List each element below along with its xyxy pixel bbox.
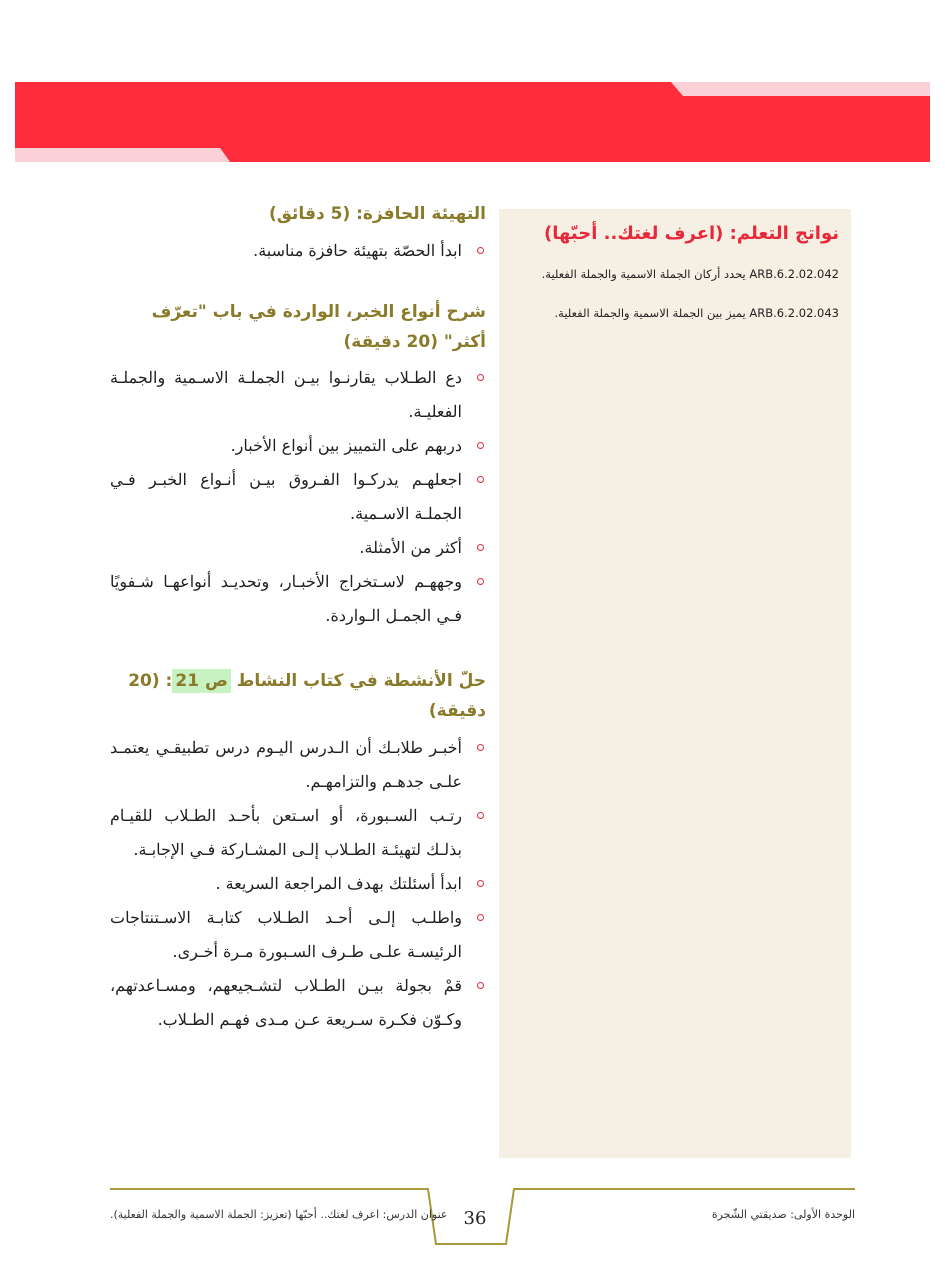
bullet-circle-icon [477,476,484,483]
learning-outcomes-panel [499,209,851,1158]
list-item: ابدأ أسئلتك بهدف المراجعة السريعة . [110,867,486,901]
activities-title-suffix: : (20 دقيقة) [128,671,486,721]
header-banner-shape [15,82,930,162]
outcome-code: ARB.6.2.02.043 [749,306,839,321]
header-banner [15,82,930,162]
outcome-code: ARB.6.2.02.042 [749,267,839,281]
bullet-circle-icon [477,544,484,551]
outcome-text: يحدد أركان الجملة الاسمية والجملة الفعلية. [541,267,746,281]
learning-outcome-item [521,305,839,322]
list-item: رتـب السـبورة، أو اسـتعن بأحـد الطـلاب للقيـام بذلـك لتهيئـة الطـلاب إلـى المشـاركة فـي الإجابـة. [110,799,486,867]
list-item: دربهم على التمييز بين أنواع الأخبار. [110,429,486,463]
learning-outcome-item [521,266,839,283]
lesson-procedure [110,200,486,1037]
warmup-list [110,234,486,268]
list-item: ابدأ الحصّة بتهيئة حافزة مناسبة. [110,234,486,268]
page-footer [110,1186,855,1248]
section-title-activities [110,667,486,727]
list-item: أكثر من الأمثلة. [110,531,486,565]
page-number: 36 [463,1208,487,1229]
outcome-text: يميز بين الجملة الاسمية والجملة الفعلية. [554,306,746,321]
footer-unit-title: الوحدة الأولى: صديقتي الشّجرة [711,1208,855,1221]
bullet-circle-icon [477,982,484,989]
bullet-circle-icon [477,880,484,887]
list-item: واطلـب إلـى أحـد الطـلاب كتابـة الاسـتنتاجات الرئيسـة علـى طـرف السـبورة مـرة أخـرى. [110,901,486,969]
list-item: دع الطـلاب يقارنـوا بيـن الجملـة الاسـمية والجملـة الفعليـة. [110,361,486,429]
bullet-circle-icon [477,247,484,254]
banner-bottom-accent [15,148,230,162]
bullet-circle-icon [477,744,484,751]
activities-list [110,731,486,1037]
section-title-explanation: شرح أنواع الخبر، الواردة في باب "تعرّف أكثر" (20 دقيقة) [151,301,486,352]
activities-title-prefix: حلّ الأنشطة في كتاب النشاط [236,671,486,692]
banner-top-accent [671,82,930,96]
bullet-circle-icon [477,374,484,381]
explanation-list [110,361,486,633]
bullet-circle-icon [477,578,484,585]
bullet-circle-icon [477,812,484,819]
bullet-circle-icon [477,442,484,449]
list-item: أخبـر طلابـك أن الـدرس اليـوم درس تطبيقـي يعتمـد علـى جدهـم والتزامهـم. [110,731,486,799]
activities-page-highlight: ص 21 [172,669,230,693]
list-item: وجههـم لاسـتخراج الأخبـار، وتحديـد أنواعهـا شـفويًا فـي الجمـل الـواردة. [110,565,486,633]
learning-outcomes-title: نواتج التعلم: (اعرف لغتك.. أحبّها) [544,223,839,244]
list-item: قمْ بجولة بيـن الطـلاب لتشـجيعهم، ومسـاعدتهم، وكـوّن فكـرة سـريعة عـن مـدى فهـم الطـلاب. [110,969,486,1037]
section-title-warmup: التهيئة الحافزة: (5 دقائق) [268,204,486,224]
bullet-circle-icon [477,914,484,921]
list-item: اجعلهـم يدركـوا الفـروق بيـن أنـواع الخبـر فـي الجملـة الاسـمية. [110,463,486,531]
footer-lesson-title: عنوان الدرس: اعرف لغتك.. أحبّها (تعزيز: الجملة الاسمية والجملة الفعلية). [110,1208,448,1221]
